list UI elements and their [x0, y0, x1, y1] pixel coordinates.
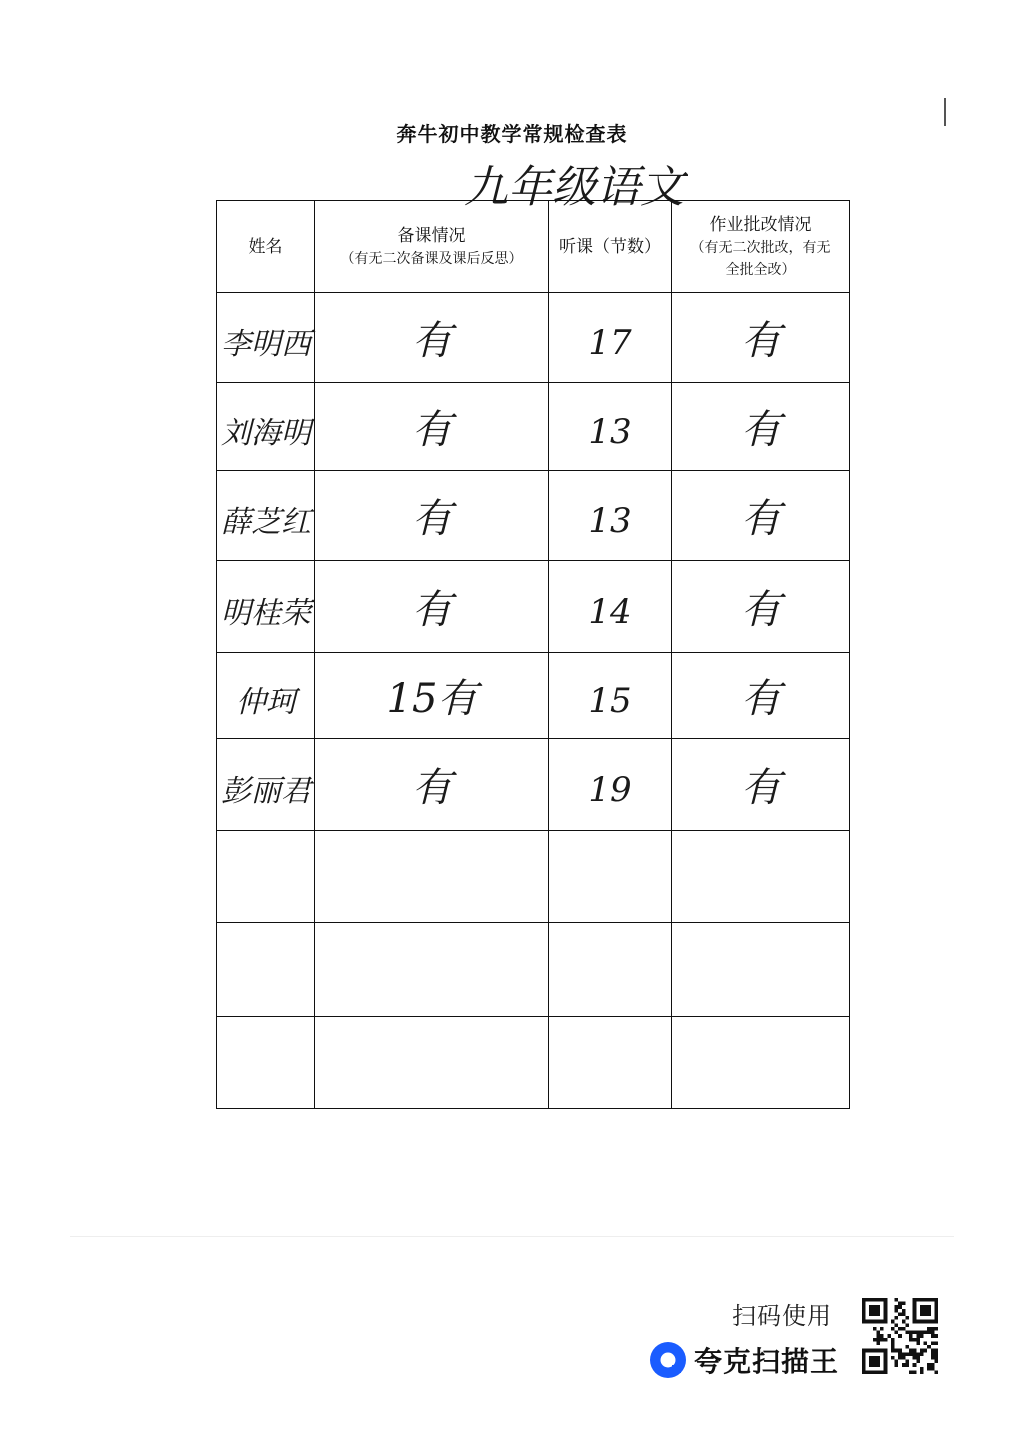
handwritten-text-listen: 13	[588, 500, 632, 541]
table-row	[217, 383, 850, 471]
handwritten-homework	[691, 666, 831, 726]
cell-homework	[672, 293, 850, 383]
handwritten-text-listen: 19	[588, 769, 632, 810]
table-row	[217, 293, 850, 383]
handwritten-listen	[560, 397, 660, 457]
handwritten-text-prep: 有	[411, 317, 452, 364]
cell-prep	[315, 653, 549, 739]
header-prep-cell	[315, 201, 549, 293]
handwritten-prep	[357, 308, 507, 368]
cell-homework	[672, 1017, 850, 1109]
header-homework-cell	[672, 201, 850, 293]
header-listen: 听课（节数）	[559, 236, 661, 257]
cell-name	[217, 383, 315, 471]
handwritten-listen	[560, 486, 660, 546]
handwritten-homework	[691, 486, 831, 546]
cell-prep	[315, 293, 549, 383]
quark-logo-icon	[648, 1340, 688, 1380]
handwritten-text-listen: 13	[588, 411, 632, 452]
cell-listen	[549, 471, 672, 561]
handwritten-text-listen: 17	[588, 322, 632, 363]
handwritten-prep	[357, 940, 507, 1000]
cell-name	[217, 293, 315, 383]
cell-name	[217, 561, 315, 653]
cell-prep	[315, 831, 549, 923]
handwritten-name	[221, 755, 311, 815]
cell-prep	[315, 561, 549, 653]
handwritten-text-listen: 15	[588, 680, 632, 721]
header-name-cell	[217, 201, 315, 293]
handwritten-name	[221, 1033, 311, 1093]
cell-listen	[549, 1017, 672, 1109]
handwritten-text-homework: 有	[740, 317, 781, 364]
table-row	[217, 561, 850, 653]
handwritten-name	[221, 397, 311, 457]
handwritten-prep	[357, 1033, 507, 1093]
handwritten-text-homework: 有	[740, 406, 781, 453]
handwritten-prep	[357, 577, 507, 637]
cell-name	[217, 831, 315, 923]
cell-listen	[549, 293, 672, 383]
cell-listen	[549, 739, 672, 831]
table-row	[217, 471, 850, 561]
cell-homework	[672, 471, 850, 561]
handwritten-listen	[560, 1033, 660, 1093]
cell-name	[217, 653, 315, 739]
handwritten-name	[221, 847, 311, 907]
header-prep-note: （有无二次备课及课后反思）	[340, 250, 523, 267]
table-row	[217, 831, 850, 923]
handwritten-name	[221, 486, 311, 546]
document-title: 奔牛初中教学常规检查表	[396, 122, 628, 146]
handwritten-text-prep: 有	[411, 406, 452, 453]
handwritten-prep	[357, 666, 507, 726]
cell-prep	[315, 471, 549, 561]
handwritten-homework	[691, 1033, 831, 1093]
cell-listen	[549, 561, 672, 653]
handwritten-prep	[357, 755, 507, 815]
cell-homework	[672, 653, 850, 739]
header-listen-cell	[549, 201, 672, 293]
table-row	[217, 739, 850, 831]
handwritten-name	[221, 308, 311, 368]
handwritten-text-homework: 有	[740, 764, 781, 811]
cell-homework	[672, 923, 850, 1017]
handwritten-text-name: 仲珂	[235, 684, 296, 720]
handwritten-homework	[691, 847, 831, 907]
cell-prep	[315, 923, 549, 1017]
qr-code-icon[interactable]	[858, 1298, 942, 1374]
handwritten-text-prep: 有	[411, 764, 452, 811]
handwritten-homework	[691, 397, 831, 457]
handwritten-prep	[357, 847, 507, 907]
handwritten-text-homework: 有	[740, 675, 781, 722]
handwritten-homework	[691, 308, 831, 368]
handwritten-text-name: 彭丽君	[220, 773, 311, 809]
handwritten-name	[221, 577, 311, 637]
header-name: 姓名	[248, 236, 283, 257]
cell-name	[217, 1017, 315, 1109]
cell-prep	[315, 383, 549, 471]
handwritten-name	[221, 666, 311, 726]
handwritten-text-name: 李明西	[220, 326, 311, 362]
handwritten-text-prep: 有	[411, 495, 452, 542]
handwritten-prep	[357, 397, 507, 457]
handwritten-heading-text: 九年级语文	[464, 162, 684, 213]
inspection-table	[216, 200, 850, 1109]
cell-name	[217, 923, 315, 1017]
cell-homework	[672, 561, 850, 653]
handwritten-text-name: 薛芝红	[220, 504, 311, 540]
scan-label: 扫码使用	[732, 1302, 832, 1330]
handwritten-homework	[691, 755, 831, 815]
footer-divider	[70, 1236, 954, 1237]
header-prep: 备课情况	[397, 225, 466, 246]
brand	[648, 1340, 839, 1380]
handwritten-homework	[691, 577, 831, 637]
handwritten-listen	[560, 308, 660, 368]
table-header-row	[217, 201, 850, 293]
handwritten-text-name: 明桂荣	[220, 595, 311, 631]
handwritten-listen	[560, 940, 660, 1000]
handwritten-listen	[560, 577, 660, 637]
cell-name	[217, 471, 315, 561]
handwritten-homework	[691, 940, 831, 1000]
handwritten-text-homework: 有	[740, 495, 781, 542]
handwritten-text-prep: 有	[411, 586, 452, 633]
handwritten-text-listen: 14	[588, 591, 632, 632]
handwritten-text-homework: 有	[740, 586, 781, 633]
cell-name	[217, 739, 315, 831]
brand-name: 夸克扫描王	[694, 1345, 840, 1378]
handwritten-name	[221, 940, 311, 1000]
cell-listen	[549, 653, 672, 739]
cell-listen	[549, 383, 672, 471]
handwritten-listen	[560, 755, 660, 815]
cell-prep	[315, 739, 549, 831]
table-row	[217, 653, 850, 739]
handwritten-listen	[560, 847, 660, 907]
handwritten-listen	[560, 666, 660, 726]
cell-homework	[672, 383, 850, 471]
cell-listen	[549, 923, 672, 1017]
table-row	[217, 923, 850, 1017]
header-homework-note: （有无二次批改，有无全批全改）	[690, 239, 831, 278]
cell-listen	[549, 831, 672, 923]
handwritten-text-prep: 15有	[386, 675, 477, 722]
cell-homework	[672, 739, 850, 831]
cell-prep	[315, 1017, 549, 1109]
cell-homework	[672, 831, 850, 923]
table-row	[217, 1017, 850, 1109]
header-homework: 作业批改情况	[709, 214, 812, 235]
handwritten-prep	[357, 486, 507, 546]
handwritten-text-name: 刘海明	[220, 415, 311, 451]
